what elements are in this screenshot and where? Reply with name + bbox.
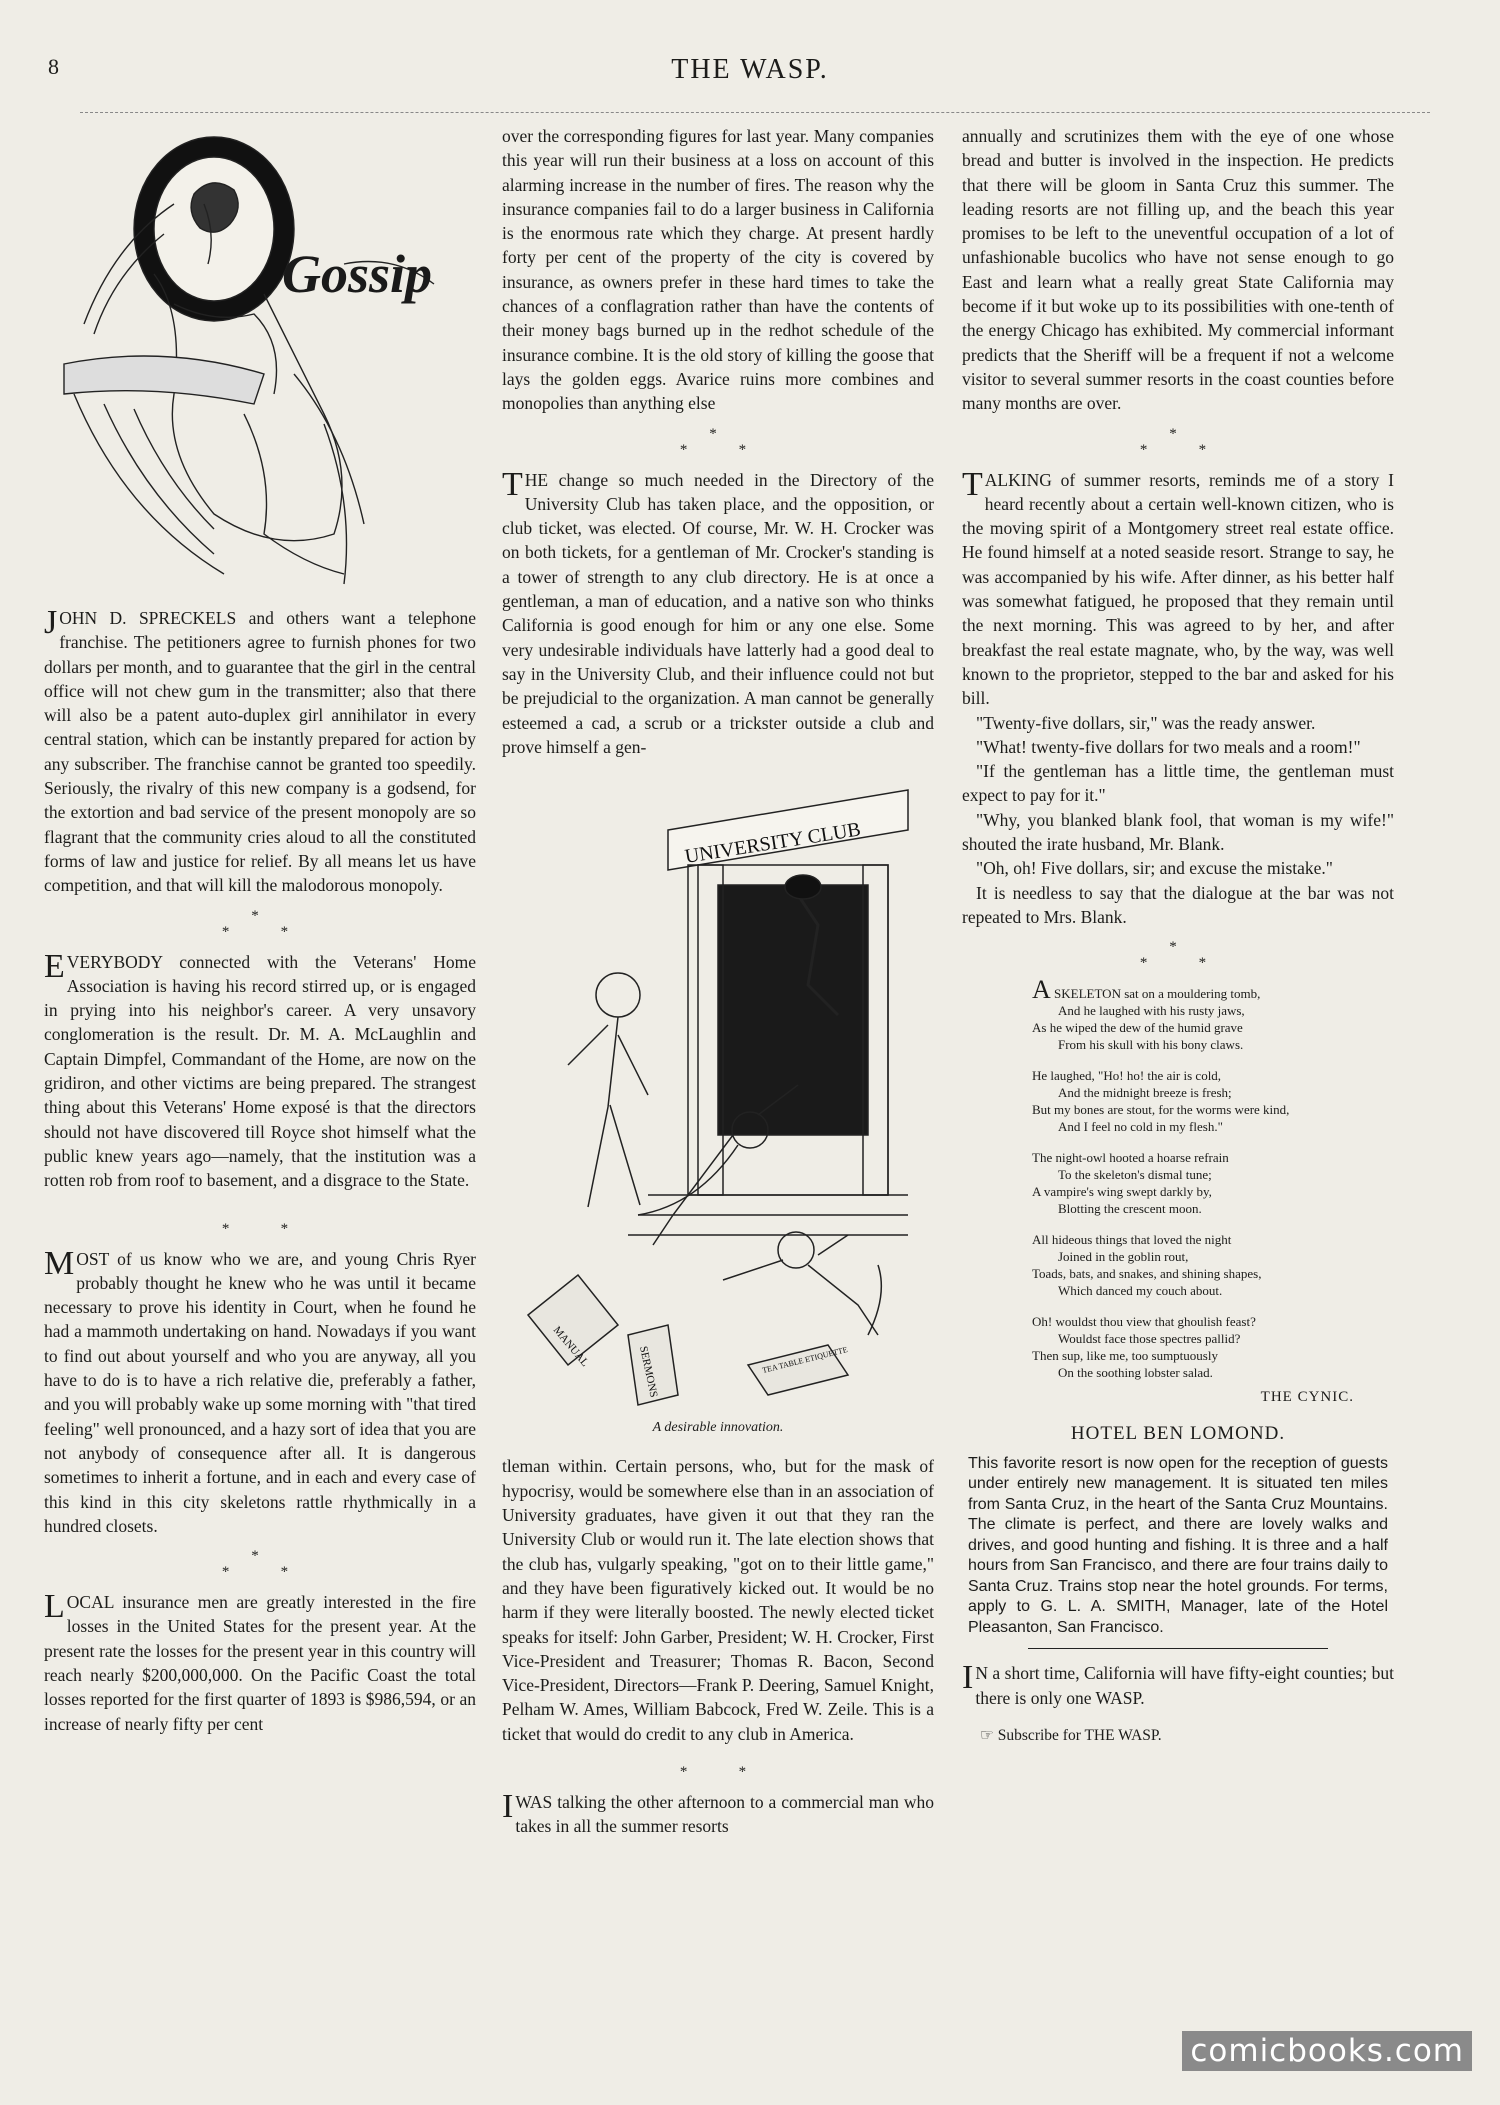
page-number: 8	[48, 54, 59, 79]
book-manual-label: MANUAL	[550, 1324, 591, 1370]
section-divider: * *	[679, 1763, 757, 1780]
column-1	[44, 124, 476, 1736]
gossip-woman-illustration	[44, 124, 476, 594]
poem-line: Which danced my couch about.	[1058, 1283, 1223, 1299]
paragraph-insurance: LOCAL insurance men are greatly interested in the fire losses in the United States for the present year. At the present rate the losses for the present year in this country will reach nearly $200,000,000. On the Pacific Coast the total losses reported for the first quarter of 1893 is $986,594, or an increase of nearly fifty per cent	[44, 1588, 476, 1734]
illustration-caption: A desirable innovation.	[652, 1420, 784, 1436]
paragraph-university-club: THE change so much needed in the Directory of the University Club has taken place, and the opposition, or club ticket, was elected. Of course, Mr. W. H. Crocker was on both tickets, for a gentleman of Mr. Crocker's standing is a tower of strength to any club directory. He is at once a gentleman, a man of education, and a native son who thinks California is good enough for him or any one else. Some very undesirable individuals have latterly had a good deal to say in the University Club, and their influence could not but be prejudicial to the organization. A man cannot be generally esteemed a cad, a scrub or a trickster outside a club and prove himself a gen-	[502, 465, 934, 757]
hotel-ad-title: HOTEL BEN LOMOND.	[1070, 1422, 1286, 1444]
subscribe-line	[962, 1724, 1394, 1748]
section-divider: * * *	[1139, 425, 1217, 458]
poem-line: But my bones are stout, for the worms were kind,	[1032, 1102, 1290, 1118]
paragraph-veterans-home: EVERYBODY connected with the Veterans' Home Association is having his record stirred up, or is engaged in prying into his neighbor's career. A very unsavory conglomeration is the result. Dr. M. A. McLaughlin and Captain Dimpfel, Commandant of the Home, are now on the gridiron, and other victims are being prepared. The strangest thing about this Veterans' Home exposé is that the directors should not have discovered till Royce shot himself what the public knew years ago—namely, that the institution was a rotten rob from roof to basement, and a disgrace to the State.	[44, 947, 476, 1191]
hotel-ad-body: This favorite resort is now open for the reception of guests under entirely new management. It is situated ten miles from Santa Cruz, in the heart of the Santa Cruz Mountains. The climate is perfect, and there are lovely walks and drives, and good hunting and fishing. It is three and a half hours from San Francisco, and there are four trains daily to Santa Cruz. Trains stop near the hotel grounds. For terms, apply to G. L. A. SMITH, Manager, late of the Hotel Pleasanton, San Francisco.	[968, 1454, 1388, 1636]
header-rule	[80, 112, 1430, 113]
book-etiquette-label: TEA TABLE ETIQUETTE	[761, 1345, 849, 1376]
poem-line: Then sup, like me, too sumptuously	[1032, 1348, 1218, 1364]
section-divider: * * *	[221, 907, 299, 940]
poem-stanza	[1032, 1231, 1394, 1299]
poem-line: Blotting the crescent moon.	[1058, 1201, 1202, 1217]
closing-remark: IN a short time, California will have fifty-eight counties; but there is only one WASP.	[962, 1659, 1394, 1708]
pointing-hand-icon: ☞	[980, 1726, 994, 1744]
column-2	[502, 124, 934, 1839]
section-divider: * * *	[221, 1548, 299, 1581]
gossip-title: Gossip	[282, 244, 433, 304]
ad-divider	[1028, 1648, 1328, 1649]
section-divider: * * *	[1139, 939, 1217, 972]
book-sermons-label: SERMONS	[637, 1345, 660, 1399]
poem-line: All hideous things that loved the night	[1032, 1232, 1232, 1248]
poem-line: From his skull with his bony claws.	[1058, 1037, 1244, 1053]
dialogue-line: "Oh, oh! Five dollars, sir; and excuse the mistake."	[976, 858, 1333, 879]
poem-line: On the soothing lobster salad.	[1058, 1365, 1213, 1381]
column-3	[962, 124, 1394, 1748]
poem-line: To the skeleton's dismal tune;	[1058, 1167, 1212, 1183]
poem-line: Oh! wouldst thou view that ghoulish feast?	[1032, 1314, 1256, 1330]
poem-stanza	[1032, 975, 1394, 1053]
gossip-header-illustration	[44, 124, 476, 594]
paragraph-summer-resorts: annually and scrutinizes them with the eye of one whose bread and butter is involved in the inspection. He predicts that there will be gloom in Santa Cruz this summer. The leading resorts are not filling up, and the beach this year promises to be left to the uneventful occupation of a lot of unfashionable bucolics who have not sense enough to go East and learn what a really great State California may become if it but woke up to its possibilities with one-tenth of the energy Chicago has exhibited. My commercial informant predicts that the Sheriff will be a frequent if not a welcome visitor to several summer resorts in the coast counties before many months are over.	[962, 126, 1394, 414]
poem-stanza	[1032, 1149, 1394, 1217]
poem-line: And I feel no cold in my flesh."	[1058, 1119, 1223, 1135]
paragraph-chris-ryer: MOST of us know who we are, and young Chris Ryer probably thought he knew who he was until it became necessary to prove his identity in Court, when he found he had a mammoth undertaking on hand. Nowadays if you want to find out about yourself and who you are anyway, all you have to do is to have a rich relative die, preferably a father, and you will probably wake up some morning with "that tired feeling" well pronounced, and a hazy sort of idea that you are not anybody of consequence after all. It is dangerous sometimes to inherit a fortune, and in each and every case of this kind in this city skeletons rattle rhythmically in a hundred closets.	[44, 1244, 476, 1536]
dialogue-line: "Twenty-five dollars, sir," was the ready answer.	[976, 712, 1316, 733]
dialogue-line: "If the gentleman has a little time, the gentleman must expect to pay for it."	[962, 761, 1394, 806]
skeleton-poem	[1032, 975, 1394, 1381]
paragraph-conclusion: It is needless to say that the dialogue at the bar was not repeated to Mrs. Blank.	[962, 882, 1394, 927]
poem-line: As he wiped the dew of the humid grave	[1032, 1020, 1243, 1036]
poem-line: A vampire's wing swept darkly by,	[1032, 1184, 1212, 1200]
university-club-illustration	[518, 775, 918, 1410]
paragraph-real-estate-story: TALKING of summer resorts, reminds me of a story I heard recently about a certain well-known citizen, who is the moving spirit of a Montgomery street real estate office. He found himself at a noted seaside resort. Strange to say, he was accompanied by his wife. After dinner, as his better half was somewhat fatigued, he proposed that they remain until the next morning. This was agreed to by her, and after breakfast the real estate magnate, who, by the way, was well known to the proprietor, stepped to the bar and asked for his bill.	[962, 465, 1394, 709]
poem-signature: THE CYNIC.	[1260, 1389, 1354, 1406]
section-divider: * *	[221, 1220, 299, 1237]
poem-line: And he laughed with his rusty jaws,	[1058, 1003, 1245, 1019]
poem-line: A SKELETON sat on a mouldering tomb,	[1032, 975, 1261, 1005]
masthead: THE WASP.	[671, 54, 829, 85]
subscribe-text: Subscribe for THE WASP.	[997, 1726, 1162, 1744]
poem-line: And the midnight breeze is fresh;	[1058, 1085, 1232, 1101]
poem-line: The night-owl hooted a hoarse refrain	[1032, 1150, 1229, 1166]
poem-line: He laughed, "Ho! ho! the air is cold,	[1032, 1068, 1222, 1084]
poem-line: Wouldst face those spectres pallid?	[1058, 1331, 1241, 1347]
poem-stanza	[1032, 1067, 1394, 1135]
poem-line: Joined in the goblin rout,	[1058, 1249, 1189, 1265]
section-divider: * * *	[679, 425, 757, 458]
university-club-sign: UNIVERSITY CLUB	[683, 818, 863, 869]
watermark: comicbooks.com	[1182, 2031, 1472, 2071]
dialogue-line: "What! twenty-five dollars for two meals and a room!"	[976, 736, 1361, 757]
paragraph-insurance-continued: over the corresponding figures for last year. Many companies this year will run their business at a loss on account of this alarming increase in the number of fires. The reason why the insurance companies fail to do a larger business in California is the enormous rate which they charge. At present hardly forty per cent of the property of the city is covered by insurance, as owners prefer in these hard times to take the chances of a conflagration rather than have the contents of their money bags burned up in the redhot schedule of the insurance combine. It is the old story of killing the goose that lays the golden eggs. Avarice ruins more combines and monopolies than anything else	[502, 126, 934, 414]
dialogue-line: "Why, you blanked blank fool, that woman is my wife!" shouted the irate husband, Mr. Blank.	[962, 809, 1394, 855]
poem-line: Toads, bats, and snakes, and shining shapes,	[1032, 1266, 1262, 1282]
club-door-cartoon	[518, 775, 918, 1410]
poem-stanza	[1032, 1313, 1394, 1381]
paragraph-commercial-man: IWAS talking the other afternoon to a commercial man who takes in all the summer resorts	[502, 1787, 934, 1837]
paragraph-spreckels: JOHN D. SPRECKELS and others want a telephone franchise. The petitioners agree to furnish phones for two dollars per month, and to guarantee that the girl in the central office will not chew gum in the transmitter; also that there will also be a patent auto-duplex girl annihilator in every central station, which can be instantly prepared for action by any subscriber. The franchise cannot be granted too speedily. Seriously, the rivalry of this new company is a godsend, for the extortion and bad service of the present monopoly are so flagrant that the community cries aloud to all the constituted forms of law and justice for relief. By all means let us have competition, and that will kill the malodorous monopoly.	[44, 604, 476, 896]
paragraph-club-ticket: tleman within. Certain persons, who, but for the mask of hypocrisy, would be somewhere else than in an association of University graduates, have given it out that they ran the University Club or would run it. The late election shows that the club has, vulgarly speaking, "got on to their little game," and they have been figuratively kicked out. It would be no harm if they were literally boosted. The newly elected ticket speaks for itself: John Garber, President; W. H. Crocker, First Vice-President and Treasurer; Thomas R. Bacon, Second Vice-President, Directors—Frank P. Deering, Samuel Knight, Pelham W. Ames, William Babcock, Fred W. Zeile. This is a ticket that would do credit to any club in America.	[502, 1456, 934, 1744]
